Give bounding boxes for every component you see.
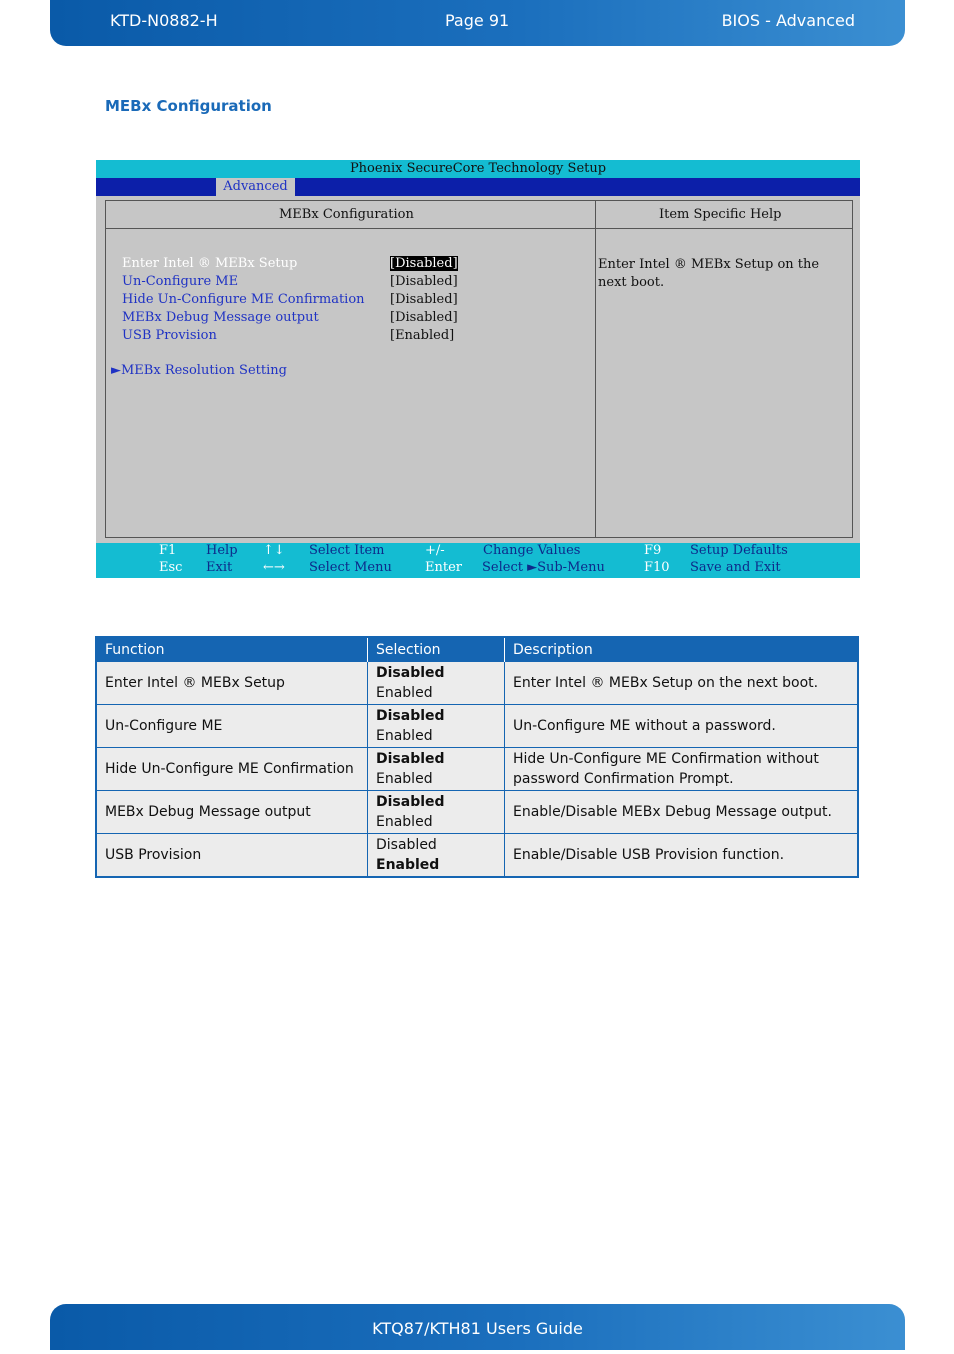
bios-value-mebx-debug-output[interactable]: [Disabled] [390, 310, 458, 325]
key-f1-desc: Help [206, 543, 238, 558]
cell-function: Hide Un-Configure ME Confirmation [96, 748, 368, 791]
key-f9: F9 [644, 543, 662, 558]
table-row [96, 662, 858, 705]
bios-value-hide-unconfigure-confirmation[interactable]: [Disabled] [390, 292, 458, 307]
cell-function: Enter Intel ® MEBx Setup [96, 662, 368, 705]
cell-description: Un-Configure ME without a password. [505, 705, 859, 748]
cell-description: Enter Intel ® MEBx Setup on the next boot. [505, 662, 859, 705]
header-divider [106, 228, 852, 229]
selection-option: Enabled [376, 857, 440, 873]
bios-item-unconfigure-me[interactable]: Un-Configure ME [122, 274, 239, 289]
key-esc-desc: Exit [206, 560, 233, 575]
cell-description: Enable/Disable MEBx Debug Message output. [505, 791, 859, 834]
column-header-selection: Selection [368, 637, 505, 662]
bios-help-text: Enter Intel ® MEBx Setup on the next boot. [598, 257, 820, 290]
cell-selection [368, 662, 505, 705]
key-f10-desc: Save and Exit [690, 560, 781, 575]
key-enter-desc: Select ►Sub-Menu [482, 560, 605, 575]
key-leftright-desc: Select Menu [309, 560, 392, 575]
bios-item-usb-provision[interactable]: USB Provision [122, 328, 217, 343]
page-header [50, 0, 905, 46]
arrows-left-right-icon: ←→ [263, 560, 285, 575]
cell-selection [368, 834, 505, 878]
selection-option: Enabled [376, 728, 433, 744]
arrows-up-down-icon: ↑↓ [263, 543, 285, 558]
bios-value-enter-mebx-setup[interactable]: [Disabled] [390, 256, 458, 271]
key-f1: F1 [159, 543, 177, 558]
bios-item-enter-mebx-setup[interactable]: Enter Intel ® MEBx Setup [122, 256, 298, 271]
bios-menu-bar [96, 178, 860, 196]
selection-option: Disabled [376, 794, 445, 810]
tab-advanced[interactable]: Advanced [216, 178, 295, 196]
table-row [96, 834, 858, 878]
doc-id: KTD-N0882-H [110, 11, 218, 30]
cell-description: Enable/Disable USB Provision function. [505, 834, 859, 878]
footer-title: KTQ87/KTH81 Users Guide [372, 1319, 583, 1338]
bios-frame [105, 200, 853, 538]
cell-selection [368, 748, 505, 791]
bios-key-legend [96, 543, 860, 578]
cell-selection [368, 705, 505, 748]
selection-option: Enabled [376, 814, 433, 830]
bios-title: Phoenix SecureCore Technology Setup [96, 160, 860, 178]
key-f10: F10 [644, 560, 670, 575]
column-header-description: Description [505, 637, 859, 662]
settings-table [95, 636, 859, 878]
table-header-row [96, 637, 858, 662]
section-name: BIOS - Advanced [721, 11, 855, 30]
selection-option: Enabled [376, 685, 433, 701]
panel-title: MEBx Configuration [279, 207, 414, 222]
section-title: MEBx Configuration [105, 97, 272, 115]
table-row [96, 791, 858, 834]
key-plus-minus-desc: Change Values [483, 543, 581, 558]
cell-function: Un-Configure ME [96, 705, 368, 748]
column-header-function: Function [96, 637, 368, 662]
bios-submenu-mebx-resolution[interactable]: ►MEBx Resolution Setting [111, 363, 287, 378]
selection-option: Disabled [376, 751, 445, 767]
bios-item-mebx-debug-output[interactable]: MEBx Debug Message output [122, 310, 319, 325]
cell-function: MEBx Debug Message output [96, 791, 368, 834]
cell-description: Hide Un-Configure ME Confirmation without password Confirmation Prompt. [505, 748, 859, 791]
page-footer [50, 1304, 905, 1350]
cell-selection [368, 791, 505, 834]
page-number: Page 91 [445, 11, 510, 30]
cell-function: USB Provision [96, 834, 368, 878]
key-enter: Enter [425, 560, 462, 575]
key-f9-desc: Setup Defaults [690, 543, 788, 558]
selection-option: Disabled [376, 665, 445, 681]
selection-option: Enabled [376, 771, 433, 787]
bios-value-usb-provision[interactable]: [Enabled] [390, 328, 455, 343]
help-title: Item Specific Help [659, 207, 782, 222]
bios-screenshot [96, 160, 860, 578]
bios-body [96, 196, 860, 543]
key-updown-desc: Select Item [309, 543, 385, 558]
panel-divider [595, 201, 596, 537]
selection-option: Disabled [376, 708, 445, 724]
bios-item-hide-unconfigure-confirmation[interactable]: Hide Un-Configure ME Confirmation [122, 292, 365, 307]
bios-value-unconfigure-me[interactable]: [Disabled] [390, 274, 458, 289]
key-plus-minus: +/- [425, 543, 445, 558]
key-esc: Esc [159, 560, 183, 575]
table-row [96, 705, 858, 748]
table-row [96, 748, 858, 791]
selection-option: Disabled [376, 837, 437, 853]
